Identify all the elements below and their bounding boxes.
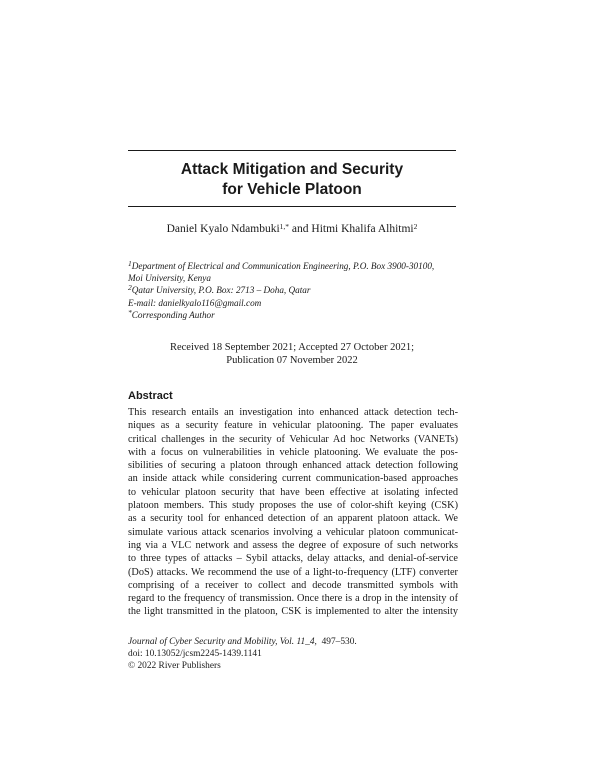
affiliation-1-line-2: Moi University, Kenya (128, 273, 211, 284)
affiliations (128, 260, 463, 321)
abstract-line: regard to the frequency of transmission. Once there is a drop in the intensity of (128, 593, 458, 605)
dates-line-1: Received 18 September 2021; Accepted 27 October 2021; (169, 342, 415, 353)
author-1-sup: 1,* (279, 222, 290, 231)
abstract-line: simulate various attack scenarios involving a vehicular platoon communicat- (128, 526, 458, 538)
abstract-body (128, 406, 458, 619)
abstract-line: platoon members. This study proposes the use of color-shift keying (CSK) (128, 500, 458, 512)
author-list (128, 222, 456, 236)
abstract-line: (DoS) attacks. We recommend the use of a light-to-frequency (LTF) converter (128, 566, 458, 578)
doi: doi: 10.13052/jcsm2245-1439.1141 (128, 649, 262, 660)
abstract-line: the light transmitted in the platoon, CSK is implemented to alter the intensity (128, 606, 458, 618)
title-rule-top (128, 150, 456, 151)
title-line-1: Attack Mitigation and Security (180, 161, 404, 178)
author-2-sup: 2 (413, 222, 418, 231)
abstract-line: ing via a VLC network and assess the degree of exposure of such networks (128, 539, 458, 551)
affiliation-2 (128, 284, 463, 296)
paper-title (128, 160, 456, 200)
affiliation-1-sup: 1 (128, 259, 132, 268)
affiliation-2-text: Qatar University, P.O. Box: 2713 – Doha, Qatar (131, 285, 311, 296)
journal-citation (128, 636, 456, 648)
dates-line-2: Publication 07 November 2022 (226, 355, 358, 367)
affiliation-1-text: Department of Electrical and Communication Engineering, P.O. Box 3900-30100, (131, 261, 435, 271)
affiliation-2-sup: 2 (128, 283, 132, 293)
author-email: E-mail: danielkyalo116@gmail.com (128, 297, 262, 308)
corresponding-text: Corresponding Author (131, 309, 215, 320)
abstract-line: an inside attack while considering current communication-based approaches (128, 473, 458, 485)
abstract-line: This research entails an investigation into enhanced attack detection tech- (128, 407, 458, 418)
copyright: © 2022 River Publishers (128, 661, 221, 672)
abstract-line: niques as a security feature in vehicular platooning. The paper evaluates (128, 420, 458, 432)
title-rule-bottom (128, 206, 456, 207)
author-1-name: Daniel Kyalo Ndambuki (166, 223, 280, 235)
abstract-line: critical challenges in the security of Vehicular Ad hoc Networks (VANETs) (128, 433, 458, 445)
abstract-line: sibilities of securing a platoon through enhanced attack detection following (128, 460, 458, 472)
corresponding-author-note (128, 309, 463, 321)
abstract-line: as a security tool for enhanced detection of an apparent platoon attack. We (128, 513, 458, 525)
abstract-line: with a focus on vulnerabilities in vehicle platooning. We evaluate the pos- (128, 446, 458, 458)
affiliation-1-line-1 (128, 260, 463, 272)
title-line-2: for Vehicle Platoon (222, 181, 362, 198)
journal-name: Journal of Cyber Security and Mobility, Vol. 11_4, (128, 637, 317, 647)
abstract-line: to three types of attacks – Sybil attacks, delay attacks, and denial-of-service (128, 553, 458, 565)
abstract-line: to vehicular platoon security that have been effective at isolating infected (128, 486, 458, 498)
journal-footer (128, 636, 456, 673)
corresponding-sup: * (128, 307, 132, 317)
author-2-name: Hitmi Khalifa Alhitmi (311, 223, 414, 235)
journal-pages: 497–530. (321, 637, 357, 647)
abstract-heading: Abstract (128, 390, 173, 402)
publication-dates (128, 341, 456, 367)
author-connector: and (289, 223, 312, 235)
abstract-line: comprising of a receiver to collect and decode transmitted symbols with (128, 579, 458, 591)
